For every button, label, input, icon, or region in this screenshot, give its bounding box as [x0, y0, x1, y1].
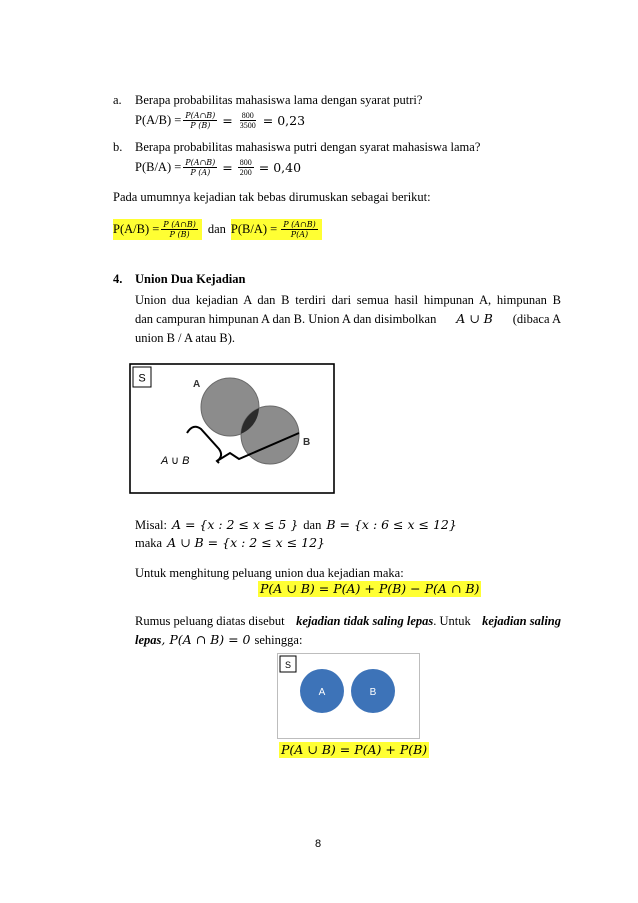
general-f2-fraction: [281, 220, 318, 239]
venn2-frame: [278, 654, 420, 739]
item-a-question: Berapa probabilitas mahasiswa lama dengan syarat putri?: [135, 93, 423, 107]
peluang-text: Untuk menghitung peluang union dua kejadian maka:: [135, 566, 404, 580]
item-b-eq: =: [222, 160, 233, 175]
item-a-eq: =: [222, 113, 233, 128]
section-para-line-2: [135, 311, 561, 327]
item-b-question: Berapa probabilitas mahasiswa putri dengan syarat mahasiswa lama?: [135, 140, 481, 154]
item-a-den: P (B): [190, 121, 211, 130]
item-b-den: P (A): [190, 168, 211, 177]
rumus-kejadian-tidak-saling-lepas: kejadian tidak saling lepas: [296, 614, 434, 628]
item-b-marker: b.: [113, 140, 123, 154]
peluang-formula: P(A ∪ B) = P(A) + P(B) − P(A ∩ B): [260, 581, 480, 596]
general-text: Pada umumnya kejadian tak bebas dirumuskan sebagai berikut:: [113, 190, 431, 204]
item-a-fraction2: [238, 111, 258, 130]
section-number: 4.: [113, 272, 123, 286]
item-b-lhs: P(B/A) =: [135, 160, 182, 174]
rumus-sehingga: sehingga:: [254, 633, 303, 647]
general-f2-num: P (A∩B): [283, 220, 316, 229]
general-f2-den: P(A): [290, 230, 309, 239]
example-maka: maka: [135, 536, 163, 550]
rumus-intersection-zero: , P(A ∩ B) = 0: [161, 632, 251, 647]
venn1-a-label: A: [193, 379, 201, 390]
item-a-num2: 800: [241, 111, 254, 120]
example-line-1: [135, 517, 457, 533]
general-f1-lhs: P(A/B) =: [113, 222, 160, 236]
item-a-den2: 3500: [239, 121, 256, 130]
example-union-set: A ∪ B = {x : 2 ≤ x ≤ 12}: [167, 535, 325, 550]
venn1-b-label: B: [303, 437, 311, 448]
venn-diagram-union: [129, 363, 335, 494]
general-f1-den: P (B): [169, 230, 190, 239]
item-b-result: = 0,40: [258, 160, 302, 175]
example-line-2: [135, 535, 325, 551]
item-a-result: = 0,23: [262, 113, 306, 128]
venn2-a-label: A: [318, 687, 326, 698]
rumus-line-1: [135, 613, 561, 629]
section-para-line-1: Union dua kejadian A dan B terdiri dari semua hasil himpunan A, himpunan B: [135, 293, 561, 307]
general-f1-fraction: [161, 220, 198, 239]
page-number: 8: [315, 838, 322, 850]
general-f1-num: P (A∩B): [163, 220, 196, 229]
venn2-b-label: B: [369, 687, 377, 698]
rumus-kejadian-saling: kejadian saling: [482, 614, 561, 628]
item-a-marker: a.: [113, 93, 122, 107]
final-formula: P(A ∪ B) = P(A) + P(B): [281, 742, 428, 757]
general-f2-lhs: P(B/A) =: [230, 222, 278, 236]
item-a-lhs: P(A/B) =: [135, 113, 182, 127]
item-a-fraction: [183, 111, 217, 130]
rumus-pre: Rumus peluang diatas disebut: [135, 614, 285, 628]
venn1-union-label: A ∪ B: [161, 455, 190, 467]
item-a-formula: [135, 111, 305, 130]
venn-diagram-disjoint: [277, 653, 420, 739]
rumus-line-2: [135, 632, 302, 648]
general-formulas: [113, 219, 322, 240]
example-set-b: B = {x : 6 ≤ x ≤ 12}: [326, 517, 457, 532]
item-b-den2: 200: [239, 168, 252, 177]
item-b-fraction: [183, 158, 217, 177]
section-para-line-3: union B / A atau B).: [135, 331, 235, 345]
general-formula-2: [231, 219, 322, 240]
item-b-num2: 800: [239, 158, 252, 167]
venn1-s-label: S: [138, 372, 146, 385]
general-dan: dan: [207, 222, 226, 236]
example-misal: Misal:: [135, 518, 167, 532]
item-b-formula: [135, 158, 301, 177]
venn2-s-label: S: [284, 660, 292, 670]
item-a-num: P(A∩B): [185, 111, 216, 120]
rumus-untuk: . Untuk: [433, 614, 471, 628]
item-b-num: P(A∩B): [185, 158, 216, 167]
section-para-line-2b: (dibaca A: [512, 312, 561, 326]
rumus-lepas: lepas: [135, 633, 162, 647]
example-set-a: A = {x : 2 ≤ x ≤ 5 }: [171, 517, 299, 532]
example-dan: dan: [303, 518, 322, 532]
section-para-union-symbol: A ∪ B: [456, 311, 493, 326]
section-para-line-2a: dan campuran himpunan A dan B. Union A dan disimbolkan: [135, 312, 437, 326]
section-title: Union Dua Kejadian: [135, 272, 246, 286]
item-b-fraction2: [238, 158, 254, 177]
general-formula-1: [113, 219, 202, 240]
